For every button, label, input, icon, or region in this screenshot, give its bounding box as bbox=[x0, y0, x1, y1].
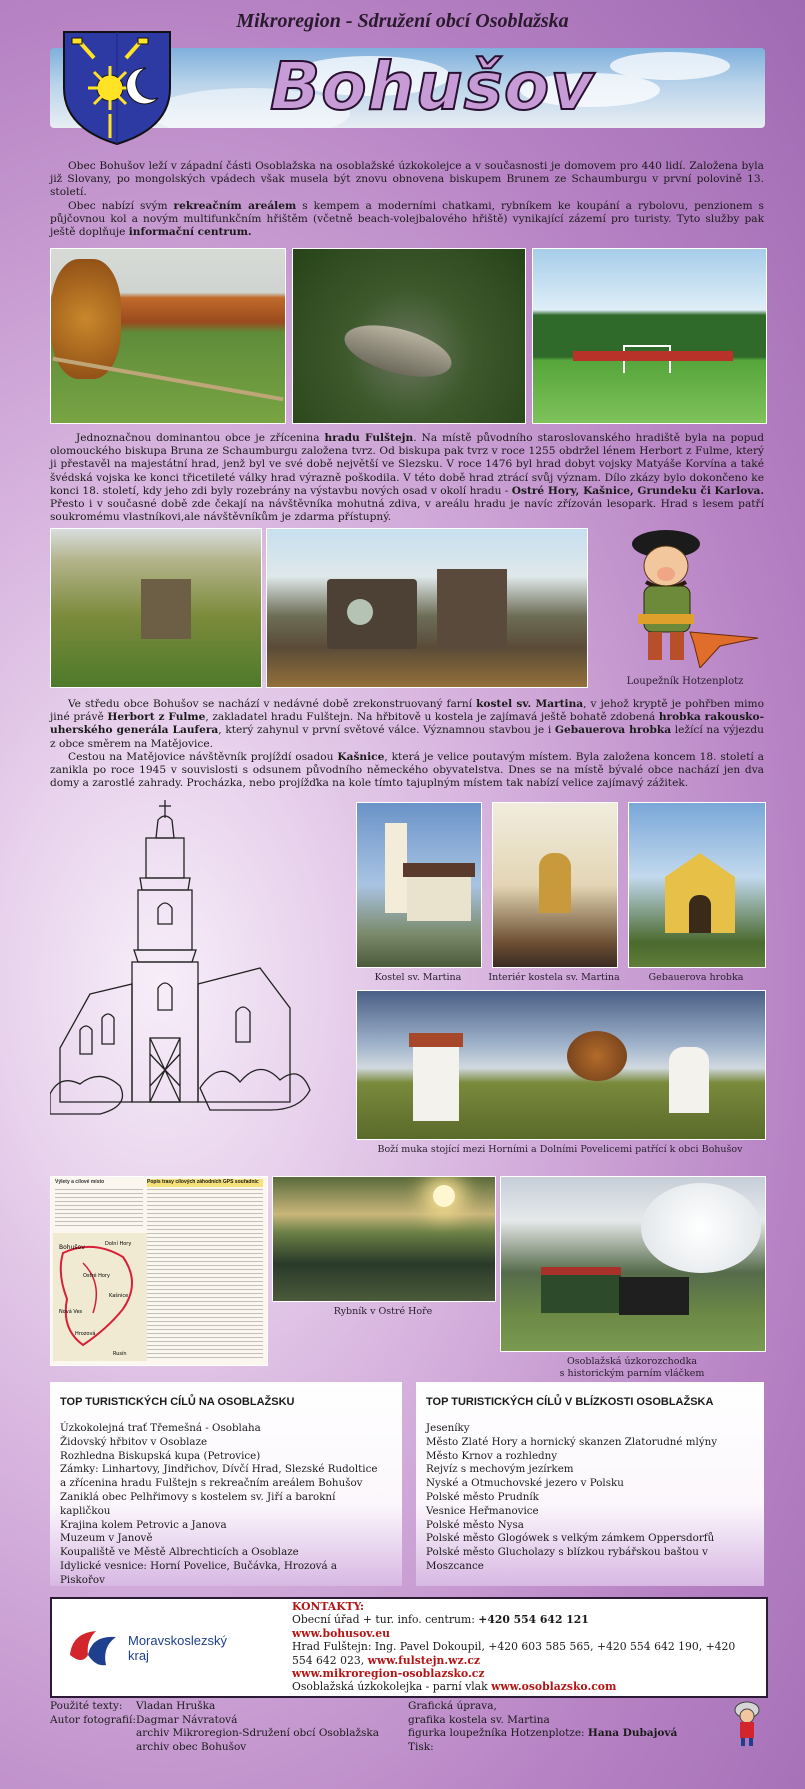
pond-photo bbox=[272, 1176, 496, 1302]
fish-catch-photo bbox=[292, 248, 526, 424]
list-item: Polské město Prudník bbox=[426, 1490, 539, 1503]
map-town-label: Nová Ves bbox=[59, 1309, 83, 1315]
tomb-caption: Gebauerova hrobka bbox=[648, 972, 744, 983]
intro-paragraph-2: Obec nabízí svým rekreačním areálem s kempem a moderními chatkami, rybníkem ke koupání a rybolovu, penzionem s půjčovnou kol a novým multifunkčním hřištěm (včetně beach-volejbalového hřiště) vynikající zázemí pro turisty. Tyto služby pak ještě doplňuje informační centrum. bbox=[50, 199, 764, 239]
map-town-label: Ostré Hory bbox=[83, 1273, 110, 1279]
contact-office: Obecní úřad + tur. info. centrum: +420 554 642 121 bbox=[292, 1613, 589, 1627]
region-logo-text: Moravskoslezský kraj bbox=[128, 1633, 227, 1663]
footer-credits-right: Grafická úprava, grafika kostela sv. Martina figurka loupežníka Hotzenplotze: Hana Dubajová Tisk: bbox=[408, 1700, 678, 1753]
map-town-label: Hrozová bbox=[75, 1331, 96, 1337]
intro-paragraph-1: Obec Bohušov leží v západní části Osoblažska na osoblažské úzkokolejce a v současnosti je domovem pro 440 lidí. Založena byla již Slovany, po mongolských vpádech však musela být znovu obnovena biskupem Brunem ze Schaumburgu v první polovině 13. století. bbox=[50, 160, 764, 199]
church-drawing bbox=[50, 798, 320, 1118]
list-item: Krajina kolem Petrovic a Janova bbox=[60, 1518, 227, 1531]
list-item: Polské město Glucholazy s blízkou rybářskou baštou v bbox=[426, 1546, 708, 1559]
contact-castle: Hrad Fulštejn: Ing. Pavel Dokoupil, +420 603 585 565, +420 554 642 190, +420 bbox=[292, 1640, 736, 1654]
footer-credits-left: Použité texty: Vladan Hruška Autor fotografií:Dagmar Návratová archiv Mikroregion-Sdružení obcí Osoblažska archiv obec Bohušov bbox=[50, 1700, 380, 1753]
top-osoblazsko-title: TOP TURISTICKÝCH CÍLŮ NA OSOBLAŽSKU bbox=[60, 1396, 295, 1408]
list-item: Zámky: Linhartovy, Jindřichov, Dívčí Hrad, Slezské Rudoltice bbox=[60, 1463, 378, 1476]
wayside-chapels-photo bbox=[356, 990, 766, 1140]
list-item: Město Zlaté Hory a hornický skanzen Zlatorudné mlýny bbox=[426, 1435, 718, 1448]
contacts-title: KONTAKTY: bbox=[292, 1600, 364, 1613]
autumn-meadow-photo bbox=[50, 248, 286, 424]
contact-castle-cont: 554 642 023, www.fulstejn.wz.cz bbox=[292, 1653, 481, 1667]
top-osoblazsko-box bbox=[50, 1382, 402, 1586]
list-item: Rejvíz s mechovým jezírkem bbox=[426, 1463, 574, 1476]
list-item: kapličkou bbox=[60, 1504, 111, 1517]
list-item: Jeseníky bbox=[426, 1422, 470, 1434]
map-heading-left: Výlety a cílové místo bbox=[55, 1179, 105, 1185]
list-item: Piskořov bbox=[60, 1573, 105, 1586]
map-town-label: Dolní Hory bbox=[105, 1241, 132, 1247]
small-robber-icon bbox=[732, 1700, 762, 1748]
church-paragraph: Ve středu obce Bohušov se nachází v nedávné době zrekonstruovaný farní kostel sv. Martina, v jehož kryptě je pohřben mimo jiné právě Herbort z Fulme, zakladatel hradu Fulštejn. Na hřbitově u kostela je zajímavá ještě bohatě zdobená hrobka rakousko-uherského generála Laufera, který zahynul v první světové válce. Významnou stavbou je i Gebauerova hrobka ležící na výjezdu z obce směrem na Matějovice. bbox=[50, 698, 764, 750]
list-item: Polské město Glogówek s velkým zámkem Oppersdorfů bbox=[426, 1532, 715, 1545]
map-town-label: Kašnice bbox=[109, 1293, 129, 1299]
web-link-fulstejn[interactable]: www.fulstejn.wz.cz bbox=[367, 1653, 481, 1667]
list-item: Vesnice Heřmanovice bbox=[426, 1504, 539, 1517]
church-photo bbox=[356, 802, 482, 968]
list-item: Město Krnov a rozhledny bbox=[426, 1449, 558, 1462]
pond-caption: Rybník v Ostré Hoře bbox=[333, 1306, 433, 1317]
castle-paragraph: Jednoznačnou dominantou obce je zřícenina hradu Fulštejn. Na místě původního staroslovanského hradiště byla na popud olomouckého biskupa Bruna ze Schaumburgu založena tvrz. Od biskupa pak tvrz v roce 1255 obdržel lénem Herbort z Fulme, který ji přestavěl na majestátní hrad, jenž byl ve své době největší ve Slezsku. V roce 1476 byl hrad dobyt vojsky Matyáše Korvína a také švédská vojska ke konci třicetileté války hrad výrazně poškodila. V této době hrad ztrácí svůj význam. Dílo zkázy bylo dokončeno ke konci 18. století, kdy jeho zdi byly rozebrány na výstavbu nových osad v okolí hradu - Ostré Hory, Kašnice, Grundeku či Karlova. Přesto i v současné době zde čekají na návštěvníka mohutná zdiva, v areálu hradu je navíc zřízován lesopark. Hrad s lesem patří soukromému vlastníkovi,ale návštěvníkům je zdarma přístupný. bbox=[50, 432, 765, 524]
football-field-photo bbox=[532, 248, 767, 424]
list-item: Rozhledna Biskupská kupa (Petrovice) bbox=[60, 1449, 261, 1462]
web-link-bohusov[interactable]: www.bohusov.eu bbox=[292, 1626, 390, 1640]
list-item: a zřícenina hradu Fulštejn s rekreačním areálem Bohušov bbox=[60, 1477, 363, 1490]
list-item: Zaniklá obec Pelhřimovy s kostelem sv. Jiří a barokní bbox=[60, 1490, 336, 1503]
chapels-caption: Boží muka stojící mezi Horními a Dolními Povelicemi patřící k obci Bohušov bbox=[377, 1144, 743, 1155]
hiking-map bbox=[50, 1176, 268, 1366]
contact-railway: Osoblažská úzkokolejka - parní vlak www.osoblazsko.com bbox=[292, 1680, 617, 1694]
list-item: Moszcance bbox=[426, 1559, 484, 1572]
list-item: Muzeum v Janově bbox=[60, 1532, 153, 1545]
list-item: Koupaliště ve Městě Albrechticích a Osoblaze bbox=[60, 1546, 299, 1559]
town-name: Bohušov bbox=[270, 48, 595, 125]
list-item: Idylické vesnice: Horní Povelice, Bučávka, Hrozová a bbox=[60, 1559, 338, 1572]
map-town-label: Bohušov bbox=[59, 1244, 85, 1251]
robber-caption: Loupežník Hotzenplotz bbox=[626, 676, 744, 687]
top-nearby-title: TOP TURISTICKÝCH CÍLŮ V BLÍZKOSTI OSOBLAŽSKA bbox=[426, 1396, 714, 1408]
region-logo-icon bbox=[66, 1625, 122, 1671]
robber-figure-icon bbox=[608, 522, 768, 668]
church-caption: Kostel sv. Martina bbox=[374, 972, 462, 983]
list-item: Židovský hřbitov v Osoblaze bbox=[60, 1435, 208, 1448]
contacts-box bbox=[50, 1597, 768, 1698]
map-town-label: Rusín bbox=[113, 1351, 127, 1357]
region-title: Mikroregion - Sdružení obcí Osoblažska bbox=[236, 10, 569, 32]
coat-of-arms-icon bbox=[58, 28, 176, 146]
web-link-mikroregion[interactable]: www.mikroregion-osoblazsko.cz bbox=[292, 1667, 485, 1681]
gebauer-tomb-photo bbox=[628, 802, 766, 968]
web-link-osoblazsko[interactable]: www.osoblazsko.com bbox=[491, 1680, 617, 1694]
castle-ruin-photo bbox=[266, 528, 588, 688]
forest-ruin-photo bbox=[50, 528, 262, 688]
church-interior-photo bbox=[492, 802, 618, 968]
list-item: Nyské a Otmuchovské jezero v Polsku bbox=[426, 1477, 624, 1490]
top-nearby-box bbox=[416, 1382, 764, 1586]
kasnice-paragraph: Cestou na Matějovice návštěvník projíždí osadou Kašnice, která je velice poutavým místem. Byla založena koncem 18. století a zanikla po roce 1945 v souvislosti s odsunem původního německého obyvatelstva. Dnes se na místě bývalé obce nachází jen dva domy a zarostlé zahrady. Procházka, nebo projížďka na kole tímto tajuplným místem tak nabízí velice zajímavý zážitek. bbox=[50, 750, 764, 790]
interior-caption: Interiér kostela sv. Martina bbox=[488, 972, 620, 983]
list-item: Polské město Nysa bbox=[426, 1518, 524, 1531]
steam-train-photo bbox=[500, 1176, 766, 1352]
map-heading-right: Popis trasy cílových záhodních GPS souřadnic bbox=[147, 1179, 263, 1187]
train-caption: Osoblažská úzkorozchodka s historickým parním vláčkem bbox=[559, 1356, 705, 1379]
list-item: Úzkokolejná trať Třemešná - Osoblaha bbox=[60, 1422, 261, 1434]
